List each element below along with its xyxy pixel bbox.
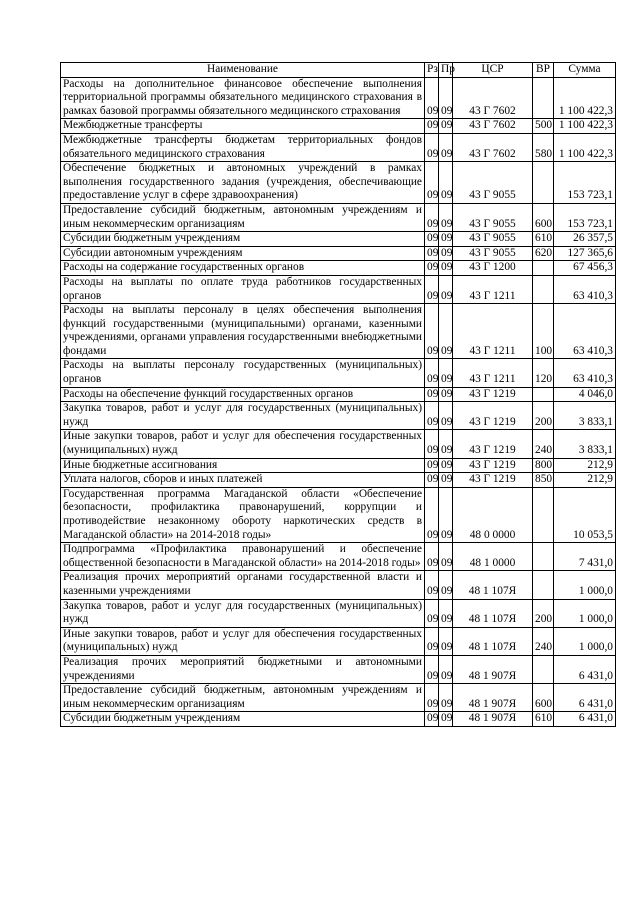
- expense-type-code: 200: [533, 402, 554, 430]
- section-code: 09: [425, 77, 439, 119]
- table-row: [61, 627, 616, 655]
- item-name: Расходы на обеспечение функций государственных органов: [61, 387, 425, 402]
- amount: 1 100 422,3: [554, 77, 616, 119]
- amount: 26 357,5: [554, 232, 616, 247]
- amount: 7 431,0: [554, 543, 616, 571]
- target-article-code: 43 Г 1219: [453, 458, 533, 473]
- table-row: [61, 304, 616, 359]
- item-name: Уплата налогов, сборов и иных платежей: [61, 473, 425, 488]
- amount: 6 431,0: [554, 655, 616, 683]
- item-name: Субсидии бюджетным учреждениям: [61, 712, 425, 727]
- subsection-code: 09: [439, 232, 453, 247]
- amount: 1 100 422,3: [554, 133, 616, 161]
- target-article-code: 43 Г 1211: [453, 359, 533, 387]
- expense-type-code: 800: [533, 458, 554, 473]
- section-code: 09: [425, 599, 439, 627]
- section-code: 09: [425, 571, 439, 599]
- target-article-code: 43 Г 1211: [453, 275, 533, 303]
- item-name: Субсидии автономным учреждениям: [61, 246, 425, 261]
- subsection-code: 09: [439, 627, 453, 655]
- item-name: Расходы на выплаты персоналу в целях обеспечения выполнения функций государственными (муниципальными) органами, казенными учреждениями, органами управления государственными внебюджетными фондами: [61, 304, 425, 359]
- target-article-code: 43 Г 1219: [453, 473, 533, 488]
- expense-type-code: 240: [533, 627, 554, 655]
- table-row: [61, 712, 616, 727]
- expense-type-code: 240: [533, 430, 554, 458]
- amount: 153 723,1: [554, 162, 616, 204]
- header-vr: ВР: [533, 63, 554, 78]
- header-pr: Пр: [439, 63, 453, 78]
- subsection-code: 09: [439, 77, 453, 119]
- table-row: [61, 232, 616, 247]
- target-article-code: 43 Г 1200: [453, 261, 533, 276]
- table-row: [61, 571, 616, 599]
- budget-sheet: [60, 62, 615, 727]
- table-row: [61, 458, 616, 473]
- target-article-code: 43 Г 1219: [453, 387, 533, 402]
- section-code: 09: [425, 203, 439, 231]
- subsection-code: 09: [439, 387, 453, 402]
- item-name: Расходы на выплаты по оплате труда работников государственных органов: [61, 275, 425, 303]
- item-name: Предоставление субсидий бюджетным, автономным учреждениям и иным некоммерческим организациям: [61, 203, 425, 231]
- amount: 63 410,3: [554, 359, 616, 387]
- table-row: [61, 599, 616, 627]
- section-code: 09: [425, 684, 439, 712]
- item-name: Обеспечение бюджетных и автономных учреждений в рамках выполнения государственного задания (учреждения, обеспечивающие предоставление услуг в сфере здравоохранения): [61, 162, 425, 204]
- table-row: [61, 246, 616, 261]
- header-rz: Рз: [425, 63, 439, 78]
- section-code: 09: [425, 359, 439, 387]
- item-name: Закупка товаров, работ и услуг для государственных (муниципальных) нужд: [61, 599, 425, 627]
- amount: 63 410,3: [554, 304, 616, 359]
- table-row: [61, 359, 616, 387]
- item-name: Реализация прочих мероприятий органами государственной власти и казенными учреждениями: [61, 571, 425, 599]
- expense-type-code: [533, 543, 554, 571]
- amount: 4 046,0: [554, 387, 616, 402]
- section-code: 09: [425, 430, 439, 458]
- expense-type-code: [533, 571, 554, 599]
- item-name: Расходы на содержание государственных органов: [61, 261, 425, 276]
- section-code: 09: [425, 119, 439, 134]
- subsection-code: 09: [439, 655, 453, 683]
- amount: 1 000,0: [554, 627, 616, 655]
- table-row: [61, 162, 616, 204]
- target-article-code: 43 Г 7602: [453, 119, 533, 134]
- item-name: Субсидии бюджетным учреждениям: [61, 232, 425, 247]
- amount: 1 100 422,3: [554, 119, 616, 134]
- table-row: [61, 543, 616, 571]
- item-name: Предоставление субсидий бюджетным, автономным учреждениям и иным некоммерческим организациям: [61, 684, 425, 712]
- section-code: 09: [425, 473, 439, 488]
- target-article-code: 43 Г 9055: [453, 246, 533, 261]
- item-name: Расходы на выплаты персоналу государственных (муниципальных) органов: [61, 359, 425, 387]
- table-row: [61, 261, 616, 276]
- target-article-code: 48 1 107Я: [453, 599, 533, 627]
- subsection-code: 09: [439, 275, 453, 303]
- item-name: Расходы на дополнительное финансовое обеспечение выполнения территориальной программы обязательного медицинского страхования в рамках базовой программы обязательного медицинского страхования: [61, 77, 425, 119]
- amount: 1 000,0: [554, 571, 616, 599]
- item-name: Иные бюджетные ассигнования: [61, 458, 425, 473]
- subsection-code: 09: [439, 359, 453, 387]
- subsection-code: 09: [439, 712, 453, 727]
- expense-type-code: 200: [533, 599, 554, 627]
- section-code: 09: [425, 712, 439, 727]
- budget-table: [60, 62, 616, 727]
- target-article-code: 48 1 907Я: [453, 655, 533, 683]
- table-row: [61, 119, 616, 134]
- item-name: Закупка товаров, работ и услуг для государственных (муниципальных) нужд: [61, 402, 425, 430]
- amount: 3 833,1: [554, 430, 616, 458]
- section-code: 09: [425, 246, 439, 261]
- table-row: [61, 387, 616, 402]
- target-article-code: 43 Г 9055: [453, 232, 533, 247]
- table-body: [61, 77, 616, 726]
- expense-type-code: [533, 77, 554, 119]
- amount: 212,9: [554, 458, 616, 473]
- amount: 3 833,1: [554, 402, 616, 430]
- item-name: Реализация прочих мероприятий бюджетными и автономными учреждениями: [61, 655, 425, 683]
- target-article-code: 48 1 907Я: [453, 684, 533, 712]
- table-row: [61, 77, 616, 119]
- subsection-code: 09: [439, 246, 453, 261]
- section-code: 09: [425, 627, 439, 655]
- target-article-code: 48 0 0000: [453, 487, 533, 542]
- item-name: Межбюджетные трансферты бюджетам территориальных фондов обязательного медицинского страхования: [61, 133, 425, 161]
- target-article-code: 43 Г 7602: [453, 77, 533, 119]
- header-name: Наименование: [61, 63, 425, 78]
- table-row: [61, 684, 616, 712]
- section-code: 09: [425, 232, 439, 247]
- amount: 212,9: [554, 473, 616, 488]
- subsection-code: 09: [439, 162, 453, 204]
- subsection-code: 09: [439, 119, 453, 134]
- expense-type-code: [533, 387, 554, 402]
- amount: 1 000,0: [554, 599, 616, 627]
- expense-type-code: 100: [533, 304, 554, 359]
- subsection-code: 09: [439, 571, 453, 599]
- section-code: 09: [425, 261, 439, 276]
- section-code: 09: [425, 655, 439, 683]
- amount: 6 431,0: [554, 684, 616, 712]
- subsection-code: 09: [439, 487, 453, 542]
- section-code: 09: [425, 487, 439, 542]
- target-article-code: 48 1 0000: [453, 543, 533, 571]
- section-code: 09: [425, 458, 439, 473]
- expense-type-code: 850: [533, 473, 554, 488]
- header-csr: ЦСР: [453, 63, 533, 78]
- table-row: [61, 473, 616, 488]
- table-row: [61, 655, 616, 683]
- target-article-code: 43 Г 9055: [453, 203, 533, 231]
- amount: 63 410,3: [554, 275, 616, 303]
- expense-type-code: 600: [533, 684, 554, 712]
- item-name: Государственная программа Магаданской области «Обеспечение безопасности, профилактика правонарушений, коррупции и противодействие незаконному обороту наркотических средств в Магаданской области» на 2014-2018 годы»: [61, 487, 425, 542]
- section-code: 09: [425, 133, 439, 161]
- item-name: Иные закупки товаров, работ и услуг для обеспечения государственных (муниципальных) нужд: [61, 430, 425, 458]
- section-code: 09: [425, 304, 439, 359]
- expense-type-code: [533, 261, 554, 276]
- target-article-code: 43 Г 7602: [453, 133, 533, 161]
- table-row: [61, 203, 616, 231]
- header-sum: Сумма: [554, 63, 616, 78]
- subsection-code: 09: [439, 473, 453, 488]
- subsection-code: 09: [439, 133, 453, 161]
- table-row: [61, 133, 616, 161]
- expense-type-code: 620: [533, 246, 554, 261]
- table-row: [61, 402, 616, 430]
- target-article-code: 48 1 107Я: [453, 571, 533, 599]
- expense-type-code: 120: [533, 359, 554, 387]
- subsection-code: 09: [439, 261, 453, 276]
- amount: 153 723,1: [554, 203, 616, 231]
- subsection-code: 09: [439, 304, 453, 359]
- item-name: Межбюджетные трансферты: [61, 119, 425, 134]
- expense-type-code: [533, 162, 554, 204]
- item-name: Подпрограмма «Профилактика правонарушений и обеспечение общественной безопасности в Магаданской области» на 2014-2018 годы»: [61, 543, 425, 571]
- amount: 67 456,3: [554, 261, 616, 276]
- expense-type-code: 500: [533, 119, 554, 134]
- target-article-code: 48 1 107Я: [453, 627, 533, 655]
- section-code: 09: [425, 162, 439, 204]
- expense-type-code: 580: [533, 133, 554, 161]
- subsection-code: 09: [439, 458, 453, 473]
- table-header-row: [61, 63, 616, 78]
- item-name: Иные закупки товаров, работ и услуг для обеспечения государственных (муниципальных) нужд: [61, 627, 425, 655]
- target-article-code: 43 Г 1219: [453, 430, 533, 458]
- target-article-code: 43 Г 1219: [453, 402, 533, 430]
- expense-type-code: 600: [533, 203, 554, 231]
- expense-type-code: [533, 487, 554, 542]
- table-row: [61, 275, 616, 303]
- subsection-code: 09: [439, 684, 453, 712]
- subsection-code: 09: [439, 402, 453, 430]
- expense-type-code: 610: [533, 712, 554, 727]
- table-row: [61, 487, 616, 542]
- expense-type-code: [533, 275, 554, 303]
- table-row: [61, 430, 616, 458]
- section-code: 09: [425, 275, 439, 303]
- section-code: 09: [425, 387, 439, 402]
- amount: 6 431,0: [554, 712, 616, 727]
- amount: 127 365,6: [554, 246, 616, 261]
- expense-type-code: 610: [533, 232, 554, 247]
- subsection-code: 09: [439, 430, 453, 458]
- subsection-code: 09: [439, 203, 453, 231]
- expense-type-code: [533, 655, 554, 683]
- target-article-code: 48 1 907Я: [453, 712, 533, 727]
- subsection-code: 09: [439, 543, 453, 571]
- target-article-code: 43 Г 1211: [453, 304, 533, 359]
- section-code: 09: [425, 402, 439, 430]
- amount: 10 053,5: [554, 487, 616, 542]
- section-code: 09: [425, 543, 439, 571]
- target-article-code: 43 Г 9055: [453, 162, 533, 204]
- subsection-code: 09: [439, 599, 453, 627]
